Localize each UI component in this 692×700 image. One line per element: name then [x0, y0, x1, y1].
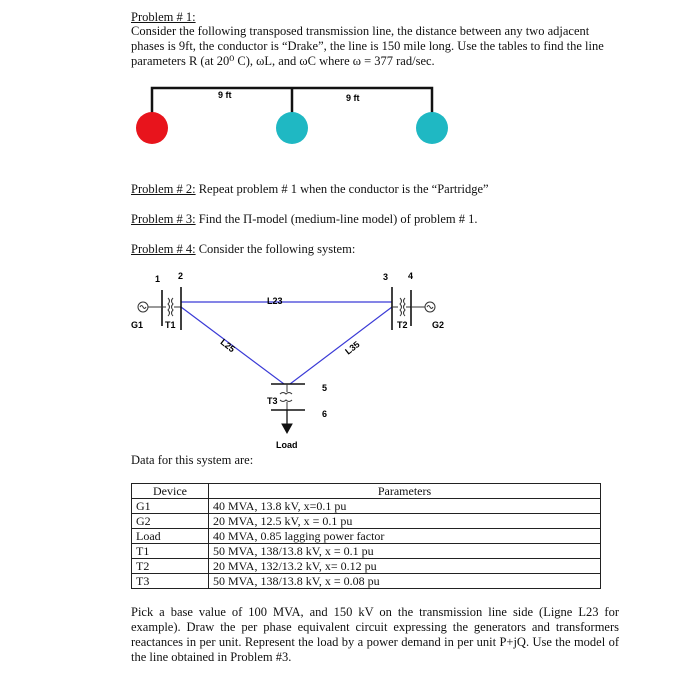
- g1-sine: [140, 306, 146, 309]
- device-cell: T2: [132, 559, 209, 574]
- l25-label: L25: [218, 336, 237, 355]
- table-row: [132, 574, 601, 589]
- t1-winding-b: [172, 298, 174, 316]
- l35-label: L35: [343, 339, 362, 357]
- spacing-left-label: 9 ft: [218, 90, 232, 100]
- table-row: [132, 514, 601, 529]
- t2-winding-a: [400, 298, 402, 316]
- t3-winding-b: [280, 400, 292, 402]
- t1-winding-a: [168, 298, 170, 316]
- closing-instructions: Pick a base value of 100 MVA, and 150 kV on the transmission line side (Ligne L23 for example). Draw the per phase equivalent circuit expressing the generators and transformers reactances in per unit. Represent the load by a power demand in per unit P+jQ. Use the model of the line obtained in Problem #3.: [131, 605, 619, 664]
- t1-label: T1: [165, 320, 176, 330]
- bus-6-label: 6: [322, 409, 328, 419]
- line-l35: [290, 307, 392, 384]
- parameters-cell: 40 MVA, 0.85 lagging power factor: [209, 529, 601, 544]
- device-cell: T1: [132, 544, 209, 559]
- problem-1-title: Problem # 1:: [131, 10, 196, 24]
- load-arrow: [282, 424, 292, 433]
- bus-5-label: 5: [322, 383, 328, 393]
- parameters-cell: 20 MVA, 12.5 kV, x = 0.1 pu: [209, 514, 601, 529]
- device-table: [131, 483, 601, 589]
- t2-winding-b: [404, 298, 406, 316]
- parameters-cell: 20 MVA, 132/13.2 kV, x= 0.12 pu: [209, 559, 601, 574]
- problem-4: Problem # 4: Consider the following system:: [131, 242, 356, 256]
- problem-1-body: Consider the following transposed transmission line, the distance between any two adjacent phases is 9ft, the conductor is “Drake”, the line is 150 mile long. Use the tables to find the line parameters R (at 20⁰ C), ωL, and ωC where ω = 377 rad/sec.: [131, 24, 604, 68]
- header-device: Device: [132, 484, 209, 499]
- problem-3: Problem # 3: Find the Π-model (medium-line model) of problem # 1.: [131, 212, 478, 226]
- g2-label: G2: [432, 320, 445, 330]
- load-label: Load: [276, 440, 298, 450]
- g1-label: G1: [131, 320, 144, 330]
- bus-4-label: 4: [408, 271, 414, 281]
- table-row: [132, 529, 601, 544]
- l23-label: L23: [267, 296, 283, 306]
- table-header-row: [132, 484, 601, 499]
- spacing-right-label: 9 ft: [346, 93, 360, 103]
- bus-1-label: 1: [155, 274, 161, 284]
- header-parameters: Parameters: [209, 484, 601, 499]
- t3-label: T3: [267, 396, 278, 406]
- table-row: [132, 559, 601, 574]
- device-cell: G2: [132, 514, 209, 529]
- table-row: [132, 544, 601, 559]
- bus-2-label: 2: [178, 271, 184, 281]
- parameters-cell: 50 MVA, 138/13.8 kV, x = 0.08 pu: [209, 574, 601, 589]
- bus-3-label: 3: [383, 272, 389, 282]
- t2-label: T2: [397, 320, 408, 330]
- device-cell: T3: [132, 574, 209, 589]
- problem-2: Problem # 2: Repeat problem # 1 when the conductor is the “Partridge”: [131, 182, 489, 196]
- parameters-cell: 40 MVA, 13.8 kV, x=0.1 pu: [209, 499, 601, 514]
- device-cell: Load: [132, 529, 209, 544]
- device-cell: G1: [132, 499, 209, 514]
- g2-sine: [427, 306, 433, 309]
- data-intro: Data for this system are:: [131, 453, 254, 467]
- parameters-cell: 50 MVA, 138/13.8 kV, x = 0.1 pu: [209, 544, 601, 559]
- t3-winding-a: [280, 393, 292, 395]
- table-row: [132, 499, 601, 514]
